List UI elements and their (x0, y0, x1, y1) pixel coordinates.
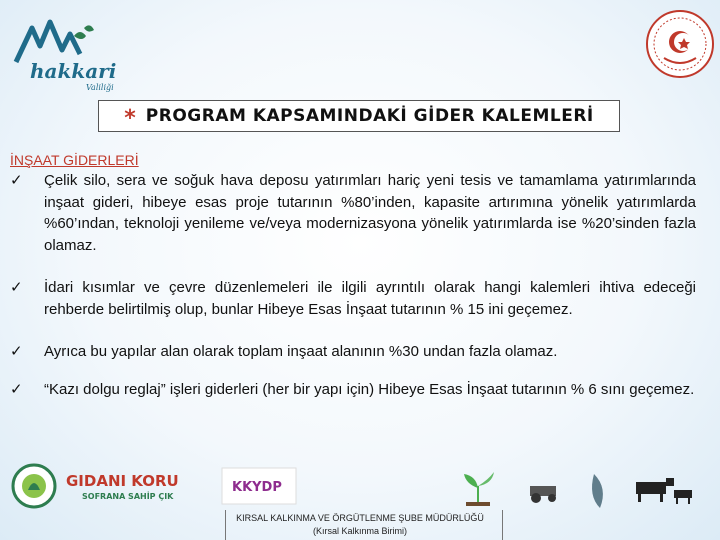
section-heading: İNŞAAT GİDERLERİ (10, 152, 139, 168)
list-item (10, 379, 696, 401)
checkmark-icon: ✓ (10, 171, 23, 189)
list-item (10, 341, 696, 363)
list-item (10, 277, 696, 320)
footer-department: KIRSAL KALKINMA VE ÖRGÜTLENME ŞUBE MÜDÜRLÜĞÜ (236, 513, 484, 523)
kkydp-logo (222, 468, 296, 504)
sprout-icon (464, 472, 494, 506)
page-title: PROGRAM KAPSAMINDAKİ GİDER KALEMLERİ (145, 106, 594, 126)
livestock-icon (636, 478, 692, 504)
kkydp-text: KKYDP (232, 480, 282, 495)
title-star: * (124, 105, 136, 131)
title-box (98, 100, 620, 132)
logo-sub-text: Valiliği (86, 83, 114, 92)
footer (180, 512, 540, 538)
footer-logos (0, 460, 720, 512)
round-seal-icon (13, 465, 55, 507)
ministry-emblem-icon (644, 8, 716, 80)
bullet-text: “Kazı dolgu reglaj” işleri giderleri (her bir yapı için) Hibeye Esas İnşaat tutarının % 6 sını geçemez. (44, 380, 695, 398)
list-item (10, 170, 696, 256)
bullet-list (10, 168, 696, 400)
logo-brand-text: hakkari (30, 59, 117, 83)
gidani-koru-text: GIDANI KORU (66, 472, 179, 490)
ministry-emblem (644, 8, 716, 80)
checkmark-icon: ✓ (10, 278, 23, 296)
fish-icon (592, 474, 603, 508)
hakkari-logo (10, 14, 120, 92)
tractor-icon (530, 486, 556, 503)
hakkari-mountains-icon (10, 14, 120, 92)
bullet-text: İdari kısımlar ve çevre düzenlemeleri ile ilgili ayrıntılı olarak hangi kalemleri ihtiva edeceği rehberde belirtilmiş olup, bunlar Hibeye Esas İnşaat tutarının % 15 ini geçemez. (44, 279, 696, 318)
sofrana-sahip-cik-text: SOFRANA SAHİP ÇIK (82, 492, 174, 501)
bullet-text: Ayrıca bu yapılar alan olarak toplam inşaat alanının %30 undan fazla olamaz. (44, 343, 558, 360)
footer-unit: (Kırsal Kalkınma Birimi) (312, 526, 407, 536)
checkmark-icon: ✓ (10, 342, 23, 360)
bullet-text: Çelik silo, sera ve soğuk hava deposu yatırımları hariç yeni tesis ve tamamlama yatırımlarında inşaat gideri, hibeye esas proje tutarının %80’inden, kapasite artırımına yönelik yatırımlarda %60’ından, teknoloji yenileme ve/veya modernizasyona yönelik yatırımlarda ise %20’sinden fazla olamaz. (44, 172, 696, 254)
gidani-koru-logo (66, 472, 179, 501)
checkmark-icon: ✓ (10, 379, 23, 398)
